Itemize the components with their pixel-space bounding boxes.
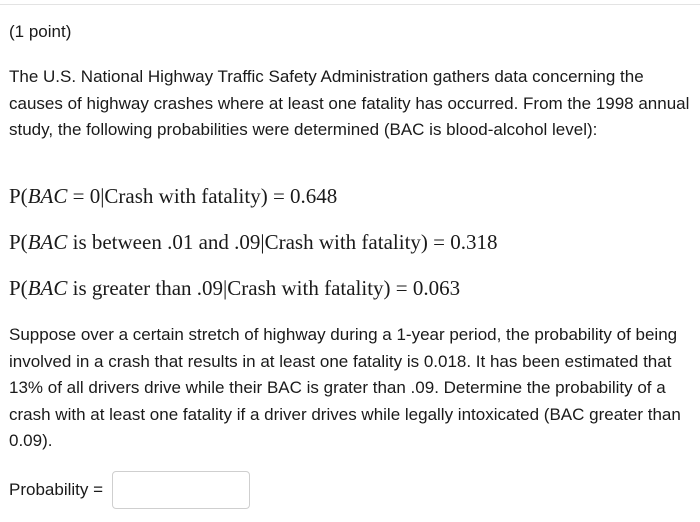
equation-condition: is greater than .09|Crash with fatality) = <box>67 276 413 300</box>
equation-variable: BAC <box>27 230 68 254</box>
equation-condition: is between .01 and .09|Crash with fatality) = <box>67 230 451 254</box>
probability-input[interactable] <box>112 471 250 509</box>
answer-label: Probability = <box>9 480 104 499</box>
equation-prefix: P( <box>9 184 28 208</box>
equation-bac-greater <box>9 275 460 301</box>
equation-bac-between <box>9 229 498 255</box>
equation-variable: BAC <box>27 184 68 208</box>
problem-intro: The U.S. National Highway Traffic Safety Administration gathers data concerning the causes of highway crashes where at least one fatality has occurred. From the 1998 annual study, the following probabilities were determined (BAC is blood-alcohol level): <box>9 67 690 139</box>
equation-value: 0.648 <box>290 184 338 208</box>
equation-value: 0.318 <box>450 230 498 254</box>
equation-prefix: P( <box>9 230 28 254</box>
equation-condition: = 0|Crash with fatality) = <box>67 184 291 208</box>
equation-prefix: P( <box>9 276 28 300</box>
top-divider <box>0 4 700 5</box>
equation-variable: BAC <box>27 276 68 300</box>
point-value: (1 point) <box>9 22 72 41</box>
answer-row <box>9 470 250 510</box>
equation-bac-zero <box>9 183 337 209</box>
equation-value: 0.063 <box>412 276 461 300</box>
problem-scenario: Suppose over a certain stretch of highway during a 1-year period, the probability of being involved in a crash that results in at least one fatality is 0.018. It has been estimated that 13% of all drivers drive while their BAC is grater than .09. Determine the probability of a crash with at least one fatality if a driver drives while legally intoxicated (BAC greater than 0.09). <box>9 325 681 450</box>
